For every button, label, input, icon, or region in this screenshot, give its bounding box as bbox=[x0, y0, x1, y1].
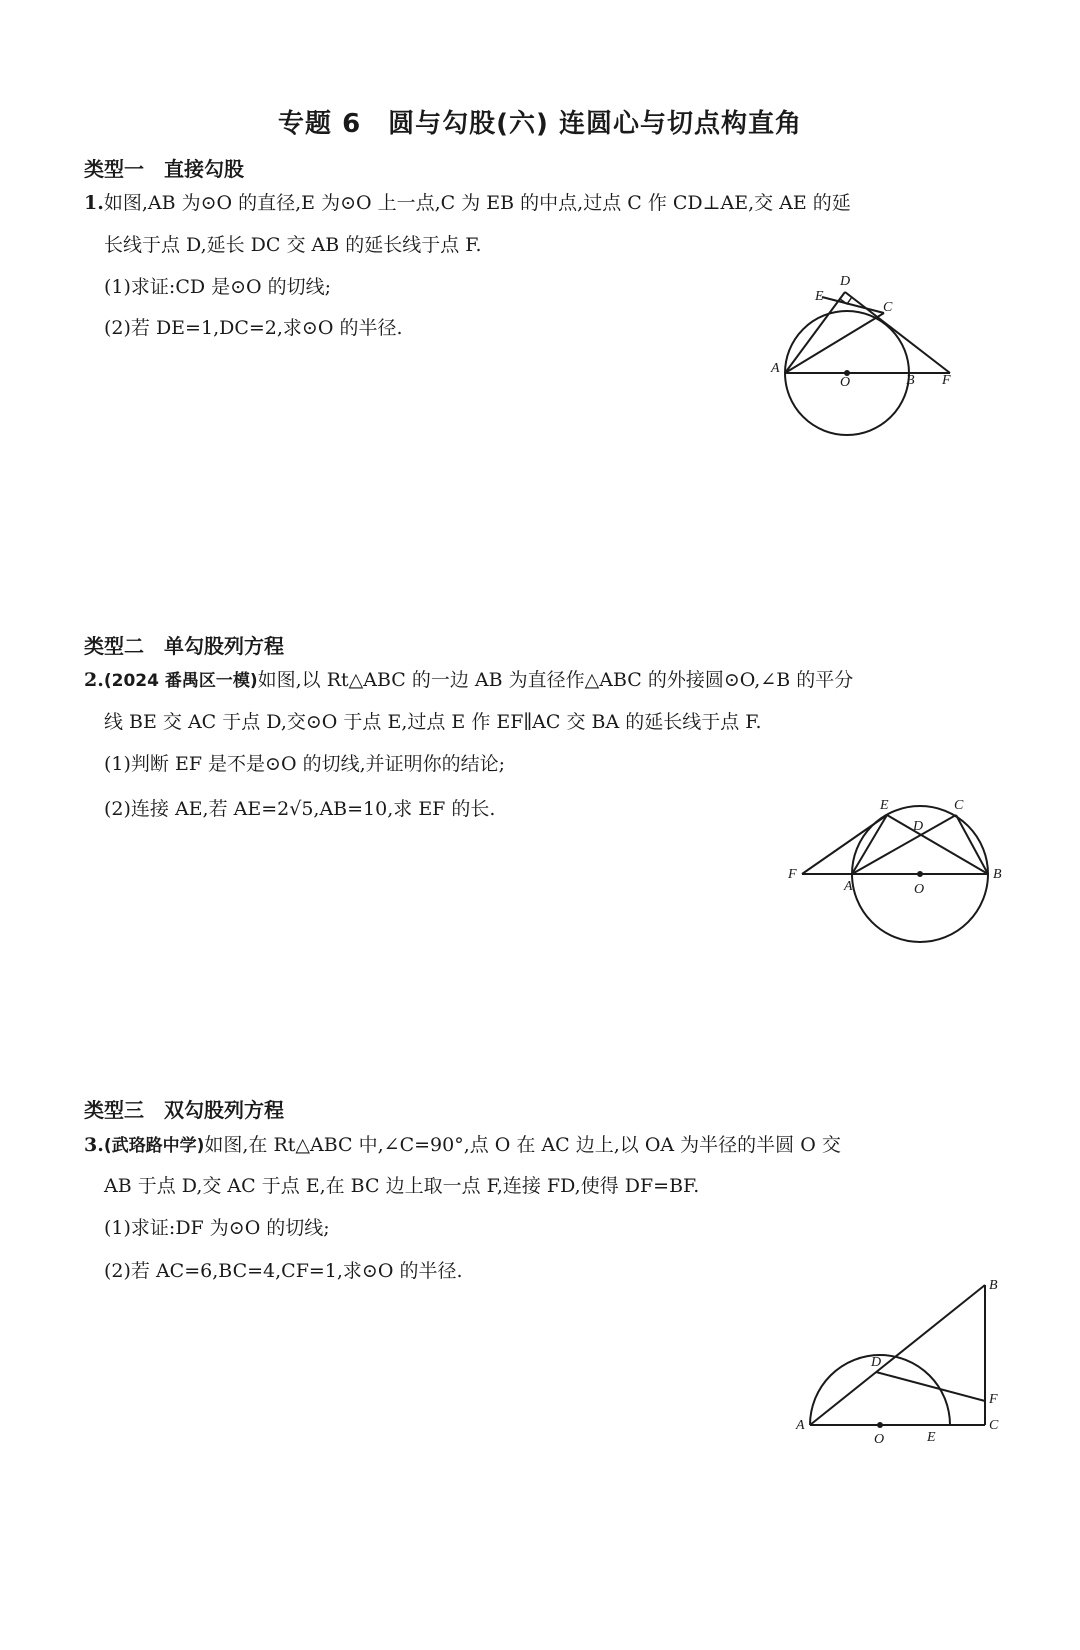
page-title: 专题 6 圆与勾股(六) 连圆心与切点构直角 bbox=[278, 109, 802, 139]
problem-3-part-1: (1)求证:DF 为⊙O 的切线; bbox=[104, 1217, 330, 1239]
problem-1-part-2: (2)若 DE=1,DC=2,求⊙O 的半径. bbox=[104, 317, 403, 339]
label-c: C bbox=[954, 798, 964, 813]
label-o: O bbox=[914, 882, 925, 897]
problem-1-part-1: (1)求证:CD 是⊙O 的切线; bbox=[104, 276, 332, 298]
label-e: E bbox=[880, 798, 889, 813]
figure-3-semicircle-triangle bbox=[790, 1275, 1020, 1460]
label-b: B bbox=[906, 373, 915, 388]
problem-3-line-2: AB 于点 D,交 AC 于点 E,在 BC 边上取一点 F,连接 FD,使得 DF=BF. bbox=[104, 1175, 700, 1197]
label-a: A bbox=[844, 879, 853, 894]
label-a: A bbox=[796, 1418, 805, 1433]
section-heading-2: 类型二 单勾股列方程 bbox=[84, 634, 284, 658]
label-o: O bbox=[840, 375, 851, 390]
label-f: F bbox=[788, 867, 797, 882]
label-b: B bbox=[989, 1278, 998, 1293]
problem-2-line-2: 线 BE 交 AC 于点 D,交⊙O 于点 E,过点 E 作 EF∥AC 交 BA 的延长线于点 F. bbox=[104, 711, 762, 733]
label-o: O bbox=[874, 1432, 885, 1447]
line-df bbox=[845, 292, 950, 373]
label-d: D bbox=[913, 819, 924, 834]
figure-1-circle-tangent bbox=[760, 260, 1000, 470]
problem-1-line-2: 长线于点 D,延长 DC 交 AB 的延长线于点 F. bbox=[104, 234, 482, 256]
label-c: C bbox=[883, 300, 893, 315]
label-a: A bbox=[771, 361, 780, 376]
problem-2-part-1: (1)判断 EF 是不是⊙O 的切线,并证明你的结论; bbox=[104, 753, 506, 775]
problem-1-line-1 bbox=[84, 190, 851, 216]
problem-2-part-2: (2)连接 AE,若 AE=2√5,AB=10,求 EF 的长. bbox=[104, 798, 496, 820]
section-heading-1: 类型一 直接勾股 bbox=[84, 157, 244, 181]
label-e: E bbox=[927, 1430, 936, 1445]
problem-2-source: (2024 番禺区一模) bbox=[103, 671, 258, 691]
label-b: B bbox=[993, 867, 1002, 882]
label-e: E bbox=[815, 289, 824, 304]
line-ad bbox=[785, 292, 845, 373]
center-dot-o bbox=[877, 1422, 883, 1428]
problem-1-number: 1. bbox=[84, 192, 104, 214]
problem-1-text-1: 如图,AB 为⊙O 的直径,E 为⊙O 上一点,C 为 EB 的中点,过点 C 作 CD⊥AE,交 AE 的延 bbox=[103, 192, 851, 214]
problem-3-text-1: 如图,在 Rt△ABC 中,∠C=90°,点 O 在 AC 边上,以 OA 为半径的半圆 O 交 bbox=[204, 1134, 841, 1156]
label-d: D bbox=[871, 1355, 882, 1370]
label-c: C bbox=[989, 1418, 999, 1433]
problem-2-number: 2. bbox=[84, 669, 104, 691]
label-f: F bbox=[942, 373, 951, 388]
problem-2-text-1: 如图,以 Rt△ABC 的一边 AB 为直径作△ABC 的外接圆⊙O,∠B 的平分 bbox=[257, 669, 854, 691]
line-ac bbox=[785, 313, 884, 373]
problem-3-line-1 bbox=[84, 1132, 841, 1159]
center-dot-o bbox=[917, 871, 923, 877]
label-f: F bbox=[989, 1392, 998, 1407]
figure-2-circle-bisector bbox=[780, 785, 1020, 955]
problem-2-line-1 bbox=[84, 667, 853, 694]
problem-3-number: 3. bbox=[84, 1134, 104, 1156]
line-fe bbox=[802, 815, 887, 874]
section-heading-3: 类型三 双勾股列方程 bbox=[84, 1098, 284, 1122]
line-ab bbox=[810, 1285, 985, 1425]
problem-3-source: (武珞路中学) bbox=[103, 1136, 205, 1156]
label-d: D bbox=[840, 274, 851, 289]
problem-3-part-2: (2)若 AC=6,BC=4,CF=1,求⊙O 的半径. bbox=[104, 1260, 463, 1282]
